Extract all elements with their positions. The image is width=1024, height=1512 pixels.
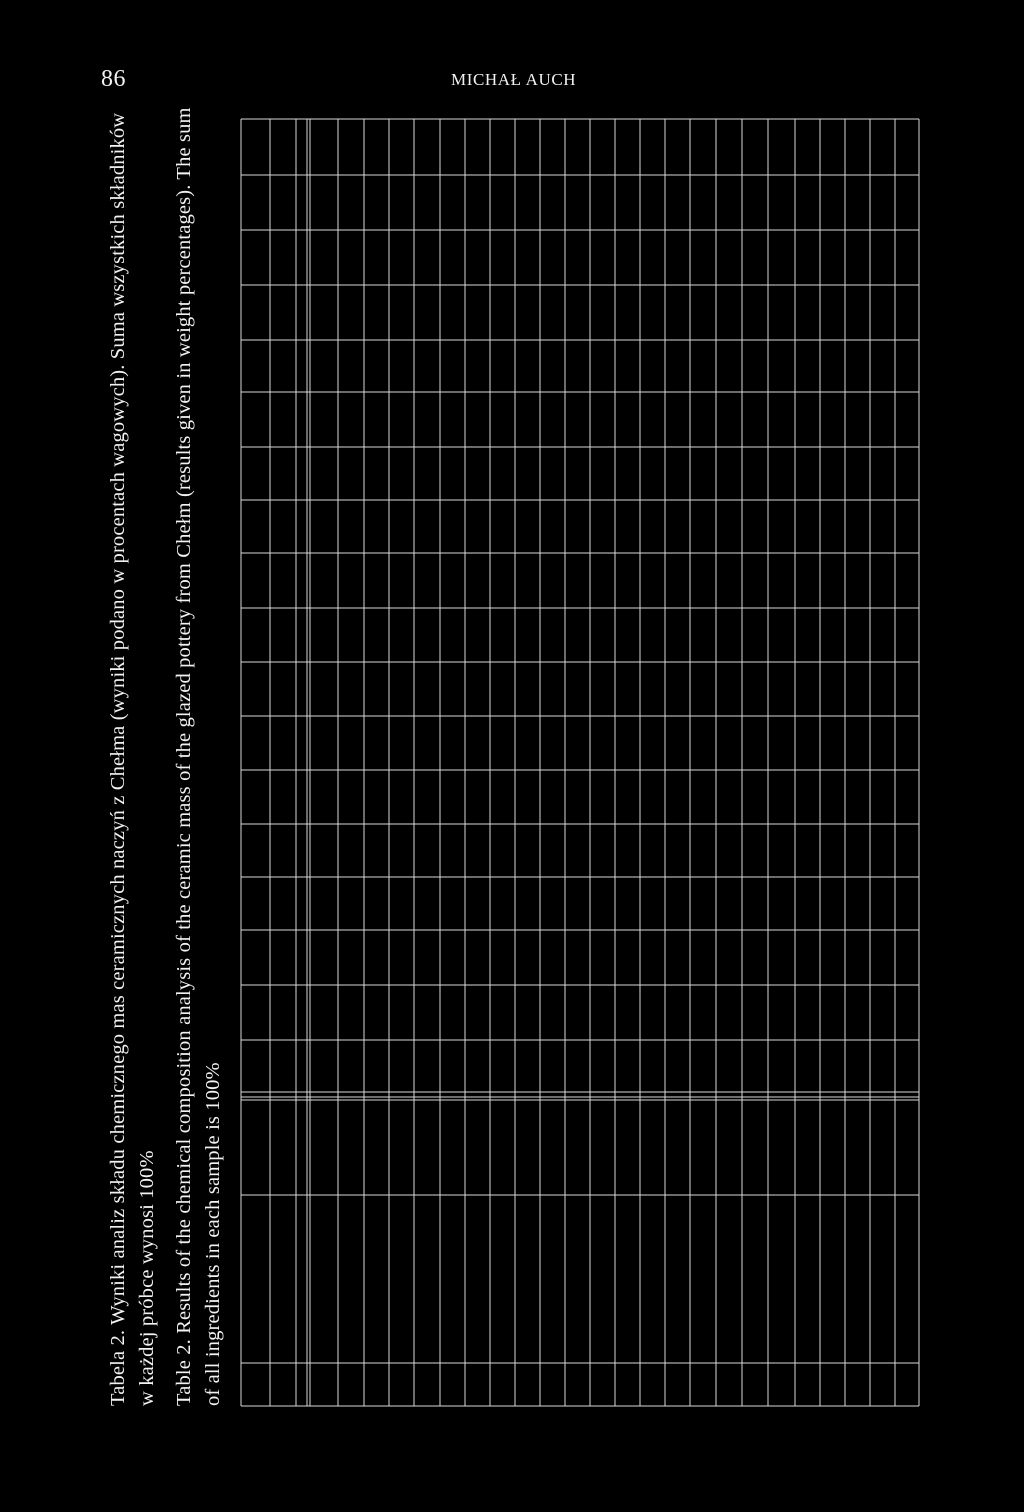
caption-polish-line-1: Tabela 2. Wyniki analiz składu chemicznego mas ceramicznych naczyń z Chełma (wyniki podano w procentach wagowych). Suma wszystkich składników — [107, 112, 129, 1406]
caption-polish-line-2: w każdej próbce wynosi 100% — [136, 1150, 158, 1406]
running-head-author: MICHAŁ AUCH — [451, 70, 577, 89]
page-number: 86 — [101, 66, 126, 92]
caption-english-line-2: of all ingredients in each sample is 100% — [202, 1062, 224, 1406]
caption-english-line-1: Table 2. Results of the chemical composition analysis of the ceramic mass of the glazed pottery from Chełm (results given in weight percentages). The sum — [173, 107, 195, 1406]
grid-lines — [241, 119, 919, 1406]
